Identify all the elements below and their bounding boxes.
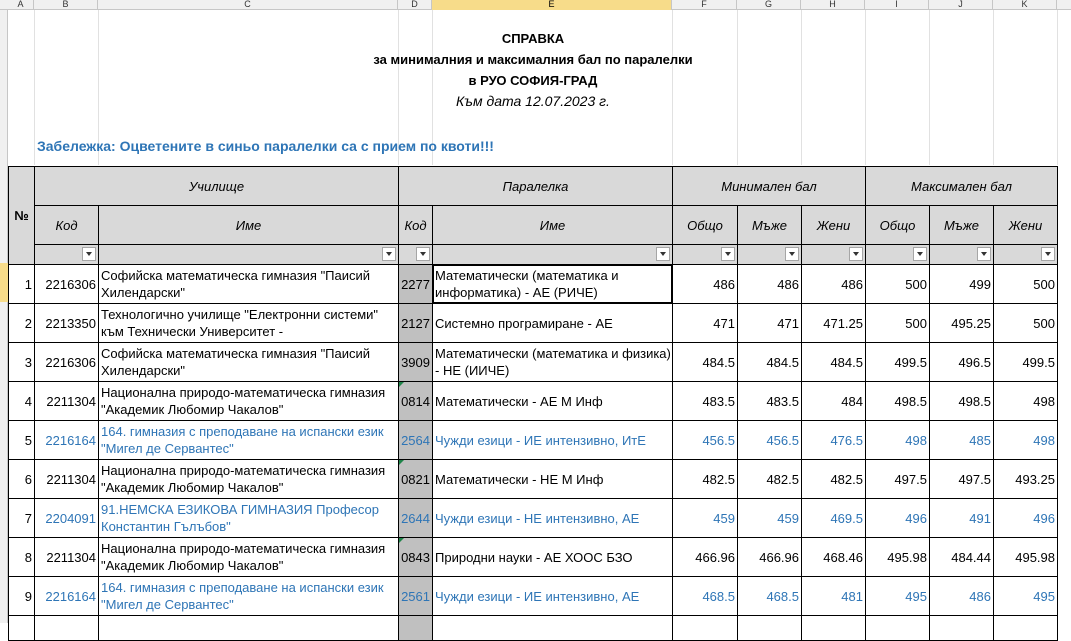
row-number: 1 <box>8 264 35 304</box>
max-total-cell[interactable]: 499.5 <box>865 342 930 382</box>
school-code-cell[interactable]: 2216306 <box>34 342 99 382</box>
class-name-cell[interactable]: Чужди езици - ИЕ интензивно, ИтЕ <box>432 420 673 460</box>
column-header-h[interactable]: H <box>801 0 865 10</box>
filter-dropdown-icon[interactable] <box>1041 247 1055 261</box>
min-women-cell[interactable]: 469.5 <box>801 498 866 538</box>
row-number: 5 <box>8 420 35 460</box>
class-name-cell[interactable]: Чужди езици - НЕ интензивно, АЕ <box>432 498 673 538</box>
max-women-cell[interactable]: 495.98 <box>993 537 1058 577</box>
max-women-cell[interactable]: 498 <box>993 420 1058 460</box>
school-code-cell[interactable]: 2216164 <box>34 420 99 460</box>
header-min-total: Общо <box>672 205 738 245</box>
max-women-cell[interactable]: 496 <box>993 498 1058 538</box>
max-men-cell[interactable]: 485 <box>929 420 994 460</box>
min-women-cell[interactable]: 471.25 <box>801 303 866 343</box>
class-name-cell[interactable]: Математически (математика и физика) - НЕ (ИИЧЕ) <box>432 342 673 382</box>
filter-dropdown-icon[interactable] <box>656 247 670 261</box>
score-cell-partial[interactable] <box>737 615 802 641</box>
min-total-cell[interactable]: 484.5 <box>672 342 738 382</box>
header-min-men-filter-cell <box>737 244 802 265</box>
column-header-bar <box>0 0 1071 10</box>
school-code-cell-partial[interactable] <box>34 615 99 641</box>
class-code-cell[interactable]: 2127 <box>398 303 433 343</box>
min-women-cell[interactable]: 468.46 <box>801 537 866 577</box>
header-min-score: Минимален бал <box>672 166 866 206</box>
min-total-cell[interactable]: 483.5 <box>672 381 738 421</box>
filter-dropdown-icon[interactable] <box>82 247 96 261</box>
header-max-total-filter-cell <box>865 244 930 265</box>
min-men-cell[interactable]: 483.5 <box>737 381 802 421</box>
column-header-g[interactable]: G <box>737 0 801 10</box>
header-min-men: Мъже <box>737 205 802 245</box>
score-cell-partial[interactable] <box>801 615 866 641</box>
class-name-cell[interactable]: Чужди езици - ИЕ интензивно, АЕ <box>432 576 673 616</box>
school-code-cell[interactable]: 2211304 <box>34 381 99 421</box>
max-men-cell[interactable]: 484.44 <box>929 537 994 577</box>
min-women-cell[interactable]: 486 <box>801 264 866 304</box>
class-code-cell[interactable]: 2644 <box>398 498 433 538</box>
column-header-c[interactable]: C <box>98 0 398 10</box>
max-men-cell[interactable]: 486 <box>929 576 994 616</box>
min-men-cell[interactable]: 466.96 <box>737 537 802 577</box>
school-name-cell[interactable]: Национална природо-математическа гимназия "Академик Любомир Чакалов" <box>98 381 399 421</box>
school-code-cell[interactable]: 2216306 <box>34 264 99 304</box>
header-no: № <box>8 166 35 265</box>
column-header-i[interactable]: I <box>865 0 929 10</box>
column-header-k[interactable]: K <box>993 0 1057 10</box>
header-class-name: Име <box>432 205 673 245</box>
header-max-score: Максимален бал <box>865 166 1058 206</box>
max-total-cell[interactable]: 495 <box>865 576 930 616</box>
school-name-cell[interactable]: 91.НЕМСКА ЕЗИКОВА ГИМНАЗИЯ Професор Константин Гълъбов" <box>98 498 399 538</box>
max-men-cell[interactable]: 496.5 <box>929 342 994 382</box>
max-women-cell[interactable]: 495 <box>993 576 1058 616</box>
school-name-cell[interactable]: 164. гимназия с преподаване на испански език "Мигел де Сервантес" <box>98 420 399 460</box>
min-total-cell[interactable]: 471 <box>672 303 738 343</box>
row-header-bar <box>0 10 8 623</box>
header-class-code: Код <box>398 205 433 245</box>
min-women-cell[interactable]: 482.5 <box>801 459 866 499</box>
min-women-cell[interactable]: 481 <box>801 576 866 616</box>
header-max-women: Жени <box>993 205 1058 245</box>
score-cell-partial[interactable] <box>865 615 930 641</box>
min-women-cell[interactable]: 484 <box>801 381 866 421</box>
school-name-cell-partial[interactable] <box>98 615 399 641</box>
school-code-cell[interactable]: 2213350 <box>34 303 99 343</box>
class-name-cell[interactable]: Природни науки - АЕ ХООС БЗО <box>432 537 673 577</box>
row-number: 3 <box>8 342 35 382</box>
header-school-code-filter-cell <box>34 244 99 265</box>
min-men-cell[interactable]: 471 <box>737 303 802 343</box>
column-header-a[interactable]: A <box>8 0 34 10</box>
school-code-cell[interactable]: 2211304 <box>34 537 99 577</box>
score-cell-partial[interactable] <box>929 615 994 641</box>
error-indicator-icon <box>399 538 404 543</box>
class-code-cell[interactable]: 2564 <box>398 420 433 460</box>
school-name-cell[interactable]: Технологично училище "Електронни системи" към Технически Университет - <box>98 303 399 343</box>
class-code-cell[interactable]: 3909 <box>398 342 433 382</box>
header-min-women-filter-cell <box>801 244 866 265</box>
class-code-cell[interactable]: 0843 <box>398 537 433 577</box>
min-total-cell[interactable]: 456.5 <box>672 420 738 460</box>
header-school: Училище <box>34 166 399 206</box>
header-min-women: Жени <box>801 205 866 245</box>
max-total-cell[interactable]: 500 <box>865 264 930 304</box>
school-name-cell[interactable]: Национална природо-математическа гимназия "Академик Любомир Чакалов" <box>98 537 399 577</box>
class-name-cell-partial[interactable] <box>432 615 673 641</box>
max-women-cell[interactable]: 499.5 <box>993 342 1058 382</box>
school-name-cell[interactable]: Софийска математическа гимназия "Паисий Хилендарски" <box>98 342 399 382</box>
header-school-code: Код <box>34 205 99 245</box>
min-men-cell[interactable]: 468.5 <box>737 576 802 616</box>
column-header-b[interactable]: B <box>34 0 98 10</box>
row-number: 8 <box>8 537 35 577</box>
filter-dropdown-icon[interactable] <box>785 247 799 261</box>
max-men-cell[interactable]: 499 <box>929 264 994 304</box>
school-code-cell[interactable]: 2204091 <box>34 498 99 538</box>
header-school-name: Име <box>98 205 399 245</box>
filter-dropdown-icon[interactable] <box>913 247 927 261</box>
max-women-cell[interactable]: 500 <box>993 303 1058 343</box>
report-subtitle: за минималния и максималния бал по паралелки <box>373 52 693 67</box>
error-indicator-icon <box>399 460 404 465</box>
school-code-cell[interactable]: 2211304 <box>34 459 99 499</box>
row-number-partial <box>8 615 35 641</box>
class-code-cell[interactable]: 0821 <box>398 459 433 499</box>
row-number: 4 <box>8 381 35 421</box>
max-total-cell[interactable]: 498 <box>865 420 930 460</box>
header-class-code-filter-cell <box>398 244 433 265</box>
class-code-cell[interactable]: 0814 <box>398 381 433 421</box>
row-number: 6 <box>8 459 35 499</box>
column-header-d[interactable]: D <box>398 0 432 10</box>
min-total-cell[interactable]: 468.5 <box>672 576 738 616</box>
max-total-cell[interactable]: 500 <box>865 303 930 343</box>
min-women-cell[interactable]: 476.5 <box>801 420 866 460</box>
class-code-cell[interactable]: 2561 <box>398 576 433 616</box>
report-region: в РУО СОФИЯ-ГРАД <box>468 73 598 88</box>
quota-note: Забележка: Оцветените в синьо паралелки са с прием по квоти!!! <box>37 138 494 154</box>
min-men-cell[interactable]: 482.5 <box>737 459 802 499</box>
max-men-cell[interactable]: 491 <box>929 498 994 538</box>
max-men-cell[interactable]: 498.5 <box>929 381 994 421</box>
header-class: Паралелка <box>398 166 673 206</box>
row-number: 7 <box>8 498 35 538</box>
max-total-cell[interactable]: 498.5 <box>865 381 930 421</box>
error-indicator-icon <box>399 382 404 387</box>
min-total-cell[interactable]: 466.96 <box>672 537 738 577</box>
school-name-cell[interactable]: Национална природо-математическа гимназия "Академик Любомир Чакалов" <box>98 459 399 499</box>
max-total-cell[interactable]: 497.5 <box>865 459 930 499</box>
header-min-total-filter-cell <box>672 244 738 265</box>
report-date: Към дата 12.07.2023 г. <box>456 93 610 109</box>
class-name-cell[interactable]: Математически - АЕ М Инф <box>432 381 673 421</box>
class-code-cell[interactable]: 2277 <box>398 264 433 304</box>
column-header-e[interactable]: E <box>432 0 672 10</box>
max-men-cell[interactable]: 495.25 <box>929 303 994 343</box>
filter-dropdown-icon[interactable] <box>849 247 863 261</box>
min-total-cell[interactable]: 459 <box>672 498 738 538</box>
max-men-cell[interactable]: 497.5 <box>929 459 994 499</box>
school-code-cell[interactable]: 2216164 <box>34 576 99 616</box>
column-header-f[interactable]: F <box>672 0 737 10</box>
min-men-cell[interactable]: 484.5 <box>737 342 802 382</box>
min-women-cell[interactable]: 484.5 <box>801 342 866 382</box>
column-header-j[interactable]: J <box>929 0 993 10</box>
selected-row-indicator <box>0 263 8 302</box>
class-name-cell[interactable]: Математически (математика и информатика) - АЕ (РИЧЕ) <box>432 264 673 304</box>
score-cell-partial[interactable] <box>993 615 1058 641</box>
filter-dropdown-icon[interactable] <box>416 247 430 261</box>
min-men-cell[interactable]: 486 <box>737 264 802 304</box>
class-name-cell[interactable]: Системно програмиране - АЕ <box>432 303 673 343</box>
min-total-cell[interactable]: 482.5 <box>672 459 738 499</box>
max-total-cell[interactable]: 496 <box>865 498 930 538</box>
filter-dropdown-icon[interactable] <box>721 247 735 261</box>
min-men-cell[interactable]: 456.5 <box>737 420 802 460</box>
row-number: 9 <box>8 576 35 616</box>
max-women-cell[interactable]: 500 <box>993 264 1058 304</box>
header-class-name-filter-cell <box>432 244 673 265</box>
report-title: СПРАВКА <box>501 31 565 46</box>
header-max-men-filter-cell <box>929 244 994 265</box>
header-school-name-filter-cell <box>98 244 399 265</box>
school-name-cell[interactable]: Софийска математическа гимназия "Паисий Хилендарски" <box>98 264 399 304</box>
class-code-cell-partial[interactable] <box>398 615 433 641</box>
max-women-cell[interactable]: 498 <box>993 381 1058 421</box>
max-women-cell[interactable]: 493.25 <box>993 459 1058 499</box>
header-max-men: Мъже <box>929 205 994 245</box>
row-number: 2 <box>8 303 35 343</box>
header-max-women-filter-cell <box>993 244 1058 265</box>
max-total-cell[interactable]: 495.98 <box>865 537 930 577</box>
min-men-cell[interactable]: 459 <box>737 498 802 538</box>
header-max-total: Общо <box>865 205 930 245</box>
class-name-cell[interactable]: Математически - НЕ М Инф <box>432 459 673 499</box>
school-name-cell[interactable]: 164. гимназия с преподаване на испански език "Мигел де Сервантес" <box>98 576 399 616</box>
min-total-cell[interactable]: 486 <box>672 264 738 304</box>
filter-dropdown-icon[interactable] <box>977 247 991 261</box>
score-cell-partial[interactable] <box>672 615 738 641</box>
filter-dropdown-icon[interactable] <box>382 247 396 261</box>
